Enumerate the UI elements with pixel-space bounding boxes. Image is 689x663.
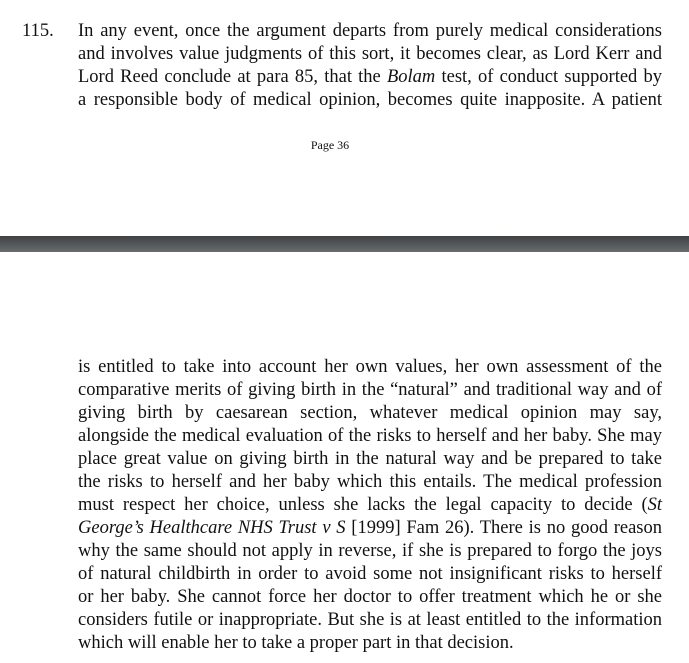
paragraph-115-text-top bbox=[78, 20, 662, 112]
page-36 bbox=[0, 0, 689, 236]
page-37 bbox=[0, 252, 689, 663]
text-line: must respect her choice, unless she lacks the legal capacity to decide (St bbox=[78, 495, 662, 515]
paragraph-115-text-continued bbox=[78, 356, 662, 655]
text-line: Lord Reed conclude at para 85, that the Bolam test, of conduct supported by bbox=[78, 67, 663, 87]
case-name-bolam: Bolam bbox=[386, 67, 436, 87]
text-line: George’s Healthcare NHS Trust v S [1999] Fam 26). There is no good reason bbox=[78, 518, 662, 538]
text-line: place great value on giving birth in the natural way and be prepared to take bbox=[78, 449, 662, 469]
text-line: why the same should not apply in reverse, if she is prepared to forgo the joys bbox=[78, 541, 662, 561]
page-separator bbox=[0, 236, 689, 252]
page-number-label: Page 36 bbox=[310, 138, 350, 152]
text-line: alongside the medical evaluation of the risks to herself and her baby. She may bbox=[78, 426, 662, 446]
text-line: which will enable her to take a proper part in that decision. bbox=[78, 633, 514, 653]
text-line: In any event, once the argument departs from purely medical considerations bbox=[78, 21, 662, 41]
text-line: the risks to herself and her baby which this entails. The medical profession bbox=[78, 472, 662, 492]
text-line: of natural childbirth in order to avoid some not insignificant risks to herself bbox=[78, 564, 662, 584]
case-name-st-georges: George’s Healthcare NHS Trust v S bbox=[78, 518, 346, 538]
text-line: comparative merits of giving birth in the “natural” and traditional way and of bbox=[78, 380, 662, 400]
text-line: is entitled to take into account her own values, her own assessment of the bbox=[78, 357, 662, 377]
text-line: a responsible body of medical opinion, becomes quite inapposite. A patient bbox=[78, 90, 662, 110]
case-name-part: St bbox=[647, 495, 662, 515]
text-line: giving birth by caesarean section, whatever medical opinion may say, bbox=[78, 403, 662, 423]
paragraph-number: 115. bbox=[22, 21, 54, 41]
text-line: considers futile or inappropriate. But she is at least entitled to the information bbox=[78, 610, 662, 630]
text-line: and involves value judgments of this sort, it becomes clear, as Lord Kerr and bbox=[78, 44, 662, 64]
text-line: or her baby. She cannot force her doctor to offer treatment which he or she bbox=[78, 587, 662, 607]
